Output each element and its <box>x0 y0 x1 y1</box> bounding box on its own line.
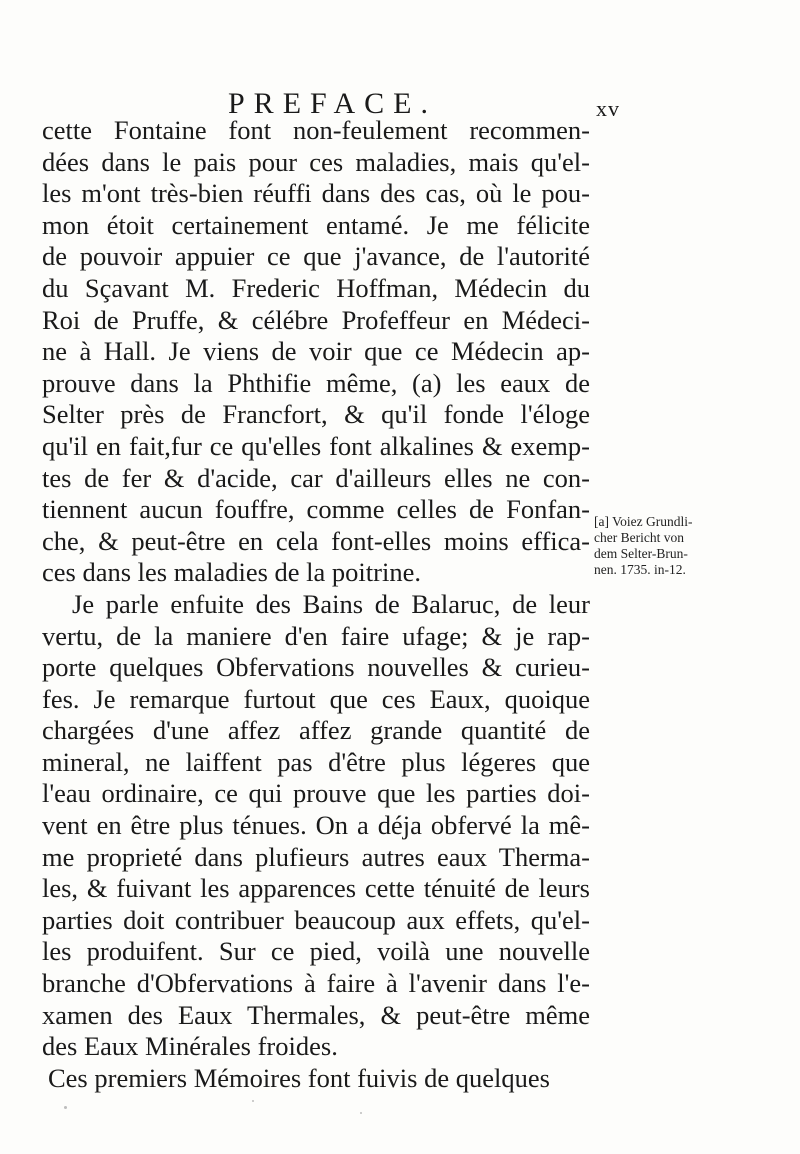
text-line: cette Fontaine font non-feulement recommen- <box>42 115 590 145</box>
note-line: dem Selter-Brun- <box>594 546 688 561</box>
paper-speck <box>64 1106 67 1109</box>
text-line: les produifent. Sur ce pied, voilà une nouvelle <box>42 936 590 967</box>
text-line: branche d'Obfervations à faire à l'avenir dans l'e- <box>42 968 590 999</box>
text-line: me proprieté dans plufieurs autres eaux Therma- <box>42 841 590 872</box>
text-line: fes. Je remarque furtout que ces Eaux, quoique <box>42 683 590 714</box>
text-line: les m'ont très-bien réuffi dans des cas, où le pou- <box>42 178 590 209</box>
text-line: de pouvoir appuier ce que j'avance, de l'autorité <box>42 241 590 272</box>
note-line: [a] Voiez Grundli- <box>594 514 693 529</box>
text-line: mon étoit certainement entamé. Je me félicite <box>42 209 590 240</box>
text-line: chargées d'une affez affez grande quantité de <box>42 715 590 746</box>
text-line: ne à Hall. Je viens de voir que ce Médecin ap- <box>42 336 590 367</box>
body-text <box>42 115 590 1094</box>
text-line: des Eaux Minérales froides. <box>42 1031 338 1062</box>
text-line: Je parle enfuite des Bains de Balaruc, de leur <box>72 588 590 619</box>
margin-note <box>594 514 724 578</box>
page-number: xv <box>596 96 620 121</box>
header-title: PREFACE. <box>228 87 437 120</box>
paper-speck <box>360 1112 362 1114</box>
paper-speck <box>252 1100 254 1102</box>
text-line: mineral, ne laiffent pas d'être plus légeres que <box>42 746 590 777</box>
text-line: Selter près de Francfort, & qu'il fonde l'éloge <box>42 399 590 430</box>
note-line: cher Bericht von <box>594 530 684 545</box>
text-line: les, & fuivant les apparences cette ténuité de leurs <box>42 873 590 904</box>
text-line: qu'il en fait,fur ce qu'elles font alkalines & exemp- <box>42 430 590 461</box>
text-line: ces dans les maladies de la poitrine. <box>42 557 421 588</box>
text-line: Roi de Pruffe, & célébre Profeffeur en Médeci- <box>42 304 590 335</box>
text-line: xamen des Eaux Thermales, & peut-être même <box>42 999 590 1030</box>
text-line: parties doit contribuer beaucoup aux effets, qu'el- <box>42 904 590 935</box>
text-line: che, & peut-être en cela font-elles moins effica- <box>42 525 590 556</box>
text-line: vertu, de la maniere d'en faire ufage; & je rap- <box>42 620 590 651</box>
text-line: vent en être plus ténues. On a déja obfervé la mê- <box>42 810 590 841</box>
text-line: du Sçavant M. Frederic Hoffman, Médecin du <box>42 272 590 303</box>
text-line: porte quelques Obfervations nouvelles & curieu- <box>42 652 590 683</box>
text-line: tiennent aucun fouffre, comme celles de Fonfan- <box>42 494 590 525</box>
text-line: prouve dans la Phthifie même, (a) les eaux de <box>42 367 590 398</box>
text-line: dées dans le pais pour ces maladies, mais qu'el- <box>42 146 590 177</box>
text-line: l'eau ordinaire, ce qui prouve que les parties doi- <box>42 778 590 809</box>
text-line: tes de fer & d'acide, car d'ailleurs elles ne con- <box>42 462 590 493</box>
text-line: Ces premiers Mémoires font fuivis de quelques <box>48 1062 550 1093</box>
note-line: nen. 1735. in-12. <box>594 562 686 577</box>
